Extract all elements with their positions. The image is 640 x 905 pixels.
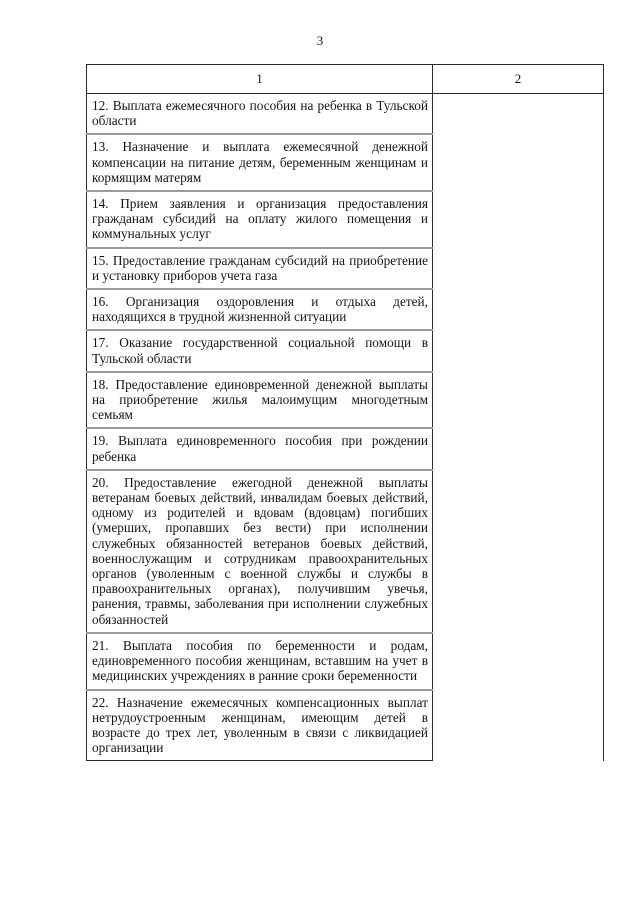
column-2-value-cell [433,94,604,761]
service-item-19: 19. Выплата единовременного пособия при рождении ребенка [87,428,433,469]
services-table [86,64,604,761]
service-item-21: 21. Выплата пособия по беременности и родам, единовременного пособия женщинам, вставшим на учет в медицинских учреждениях в ранние сроки беременности [87,633,433,690]
service-item-20: 20. Предоставление ежегодной денежной выплаты ветеранам боевых действий, инвалидам боевых действий, одному из родителей и вдовам (вдовцам) погибших (умерших, пропавших без вести) при исполнении служебных обязанностей ветеранов боевых действий, военнослужащим и сотрудникам правоохранительных органов (уволенным с военной службы и службы в правоохранительных органах), получившим увечья, ранения, травмы, заболевания при исполнении служебных обязанностей [87,470,433,633]
page-number: 3 [316,33,324,48]
service-item-13: 13. Назначение и выплата ежемесячной денежной компенсации на питание детям, беременным женщинам и кормящим матерям [87,134,433,191]
service-item-16: 16. Организация оздоровления и отдыха детей, находящихся в трудной жизненной ситуации [87,289,433,330]
service-item-15: 15. Предоставление гражданам субсидий на приобретение и установку приборов учета газа [87,248,433,289]
service-item-22: 22. Назначение ежемесячных компенсационных выплат нетрудоустроенным женщинам, имеющим детей в возрасте до трех лет, уволенным в связи с ликвидацией организации [87,690,433,761]
service-item-17: 17. Оказание государственной социальной помощи в Тульской области [87,330,433,371]
column-header-1: 1 [87,65,433,94]
service-item-18: 18. Предоставление единовременной денежной выплаты на приобретение жилья малоимущим многодетным семьям [87,372,433,429]
table-header-row [87,65,604,94]
service-item-12: 12. Выплата ежемесячного пособия на ребенка в Тульской области [87,94,433,135]
service-item-14: 14. Прием заявления и организация предоставления гражданам субсидий на оплату жилого помещения и коммунальных услуг [87,191,433,248]
table-row [87,94,604,135]
column-header-2: 2 [433,65,604,94]
